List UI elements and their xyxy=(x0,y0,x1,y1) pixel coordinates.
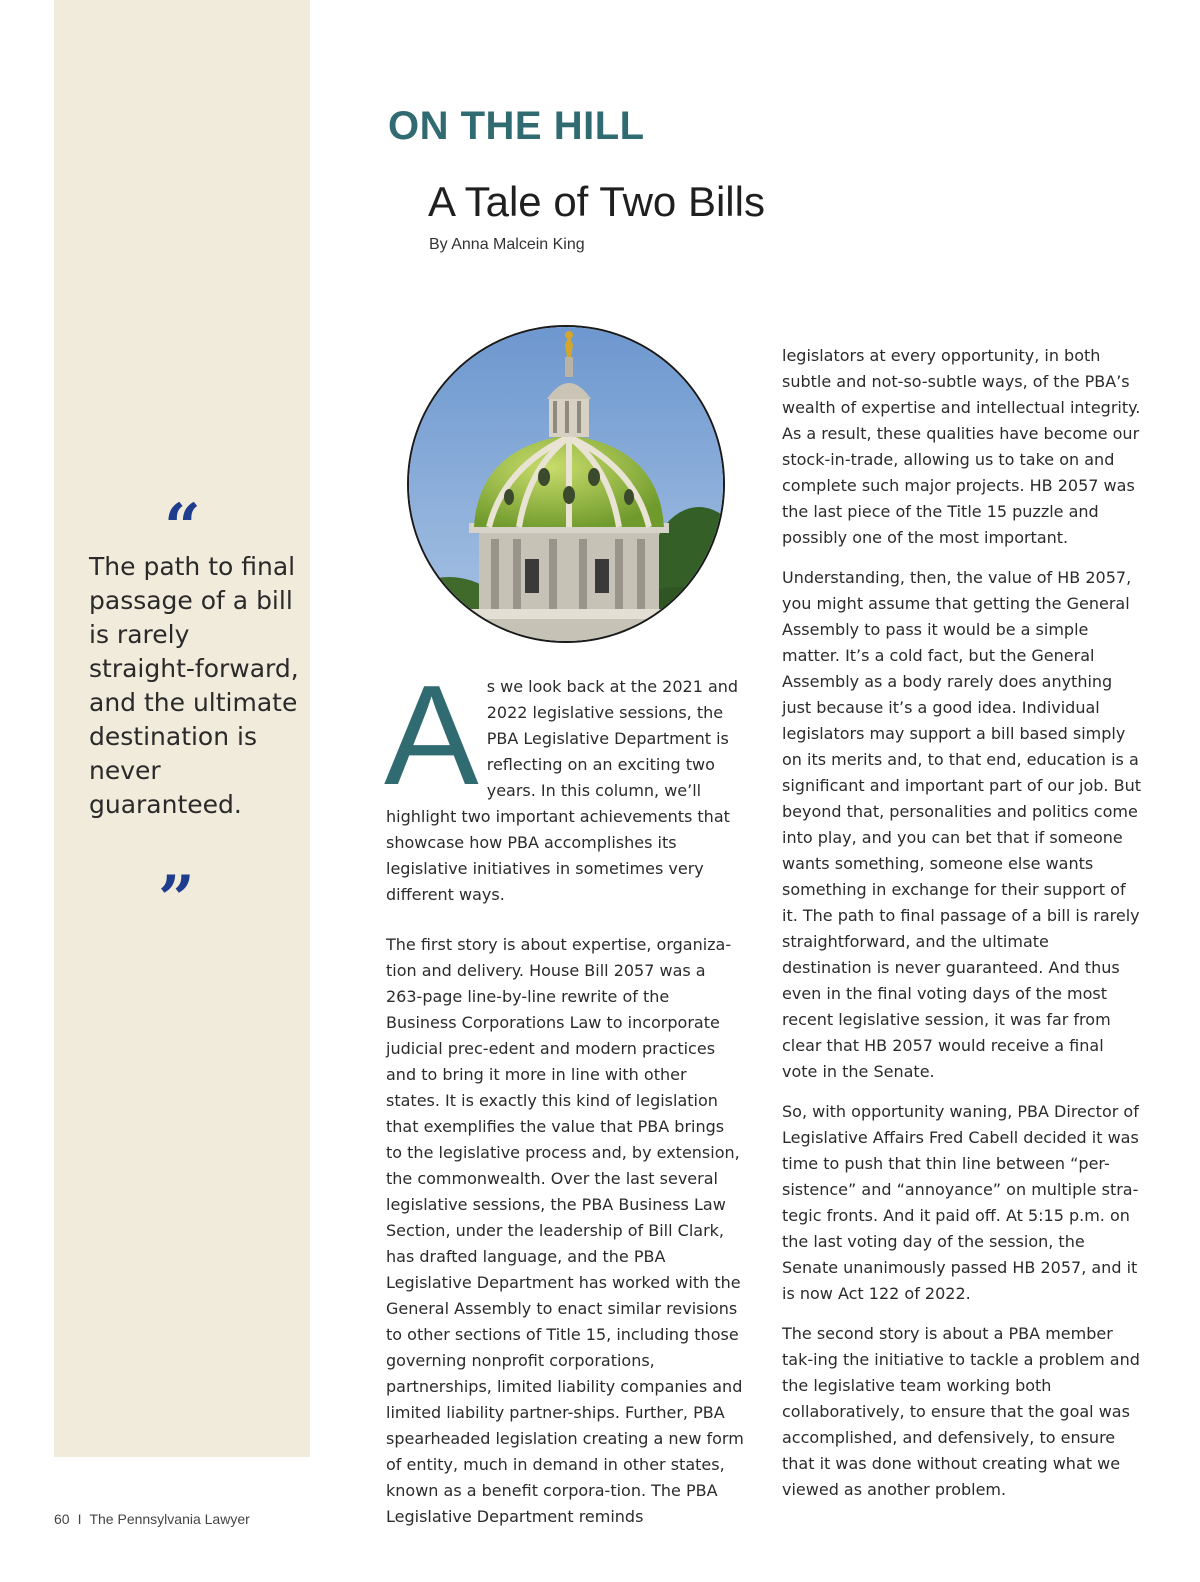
publication-name: The Pennsylvania Lawyer xyxy=(89,1511,250,1527)
capitol-dome-photo xyxy=(407,325,725,643)
page-number: 60 xyxy=(54,1511,70,1527)
drop-cap: A xyxy=(384,656,479,815)
pull-quote: The path to final passage of a bill is rarely straight-forward, and the ultimate destination is never guaranteed. xyxy=(89,552,299,819)
paragraph-text: s we look back at the 2021 and 2022 legislative sessions, the PBA Legislative Department is reflecting on an exciting two years. In this column, we’ll highlight two important achievements that showcase how PBA accomplishes its legislative initiatives in sometimes very different ways. xyxy=(386,677,739,904)
article-title: A Tale of Two Bills xyxy=(428,178,765,225)
article-column-right xyxy=(782,343,1142,1517)
page-footer xyxy=(54,1511,250,1527)
open-quote-mark: “ xyxy=(164,490,201,565)
capitol-dome-illustration xyxy=(409,327,725,643)
sidebar-panel xyxy=(54,0,310,1457)
article-paragraph: So, with opportunity waning, PBA Director of Legislative Affairs Fred Cabell decided it was time to push that thin line between “per-sistence” and “annoyance” on multiple stra-tegic fronts. And it paid off. At 5:15 p.m. on the last voting day of the session, the Senate unanimously passed HB 2057, and it is now Act 122 of 2022. xyxy=(782,1102,1139,1303)
close-quote-mark: ” xyxy=(158,862,195,937)
footer-separator: I xyxy=(77,1511,82,1527)
article-paragraph: legislators at every opportunity, in both subtle and not-so-subtle ways, of the PBA’s wealth of expertise and intellectual integrity. As a result, these qualities have become our stock-in-trade, allowing us to take on and complete such major projects. HB 2057 was the last piece of the Title 15 puzzle and possibly one of the most important. xyxy=(782,346,1141,547)
article-paragraph: The first story is about expertise, organiza-tion and delivery. House Bill 2057 was a 263-page line-by-line rewrite of the Business Corporations Law to incorporate judicial prec-edent and modern practices and to bring it more in line with other states. It is exactly this kind of legislation that exemplifies the value that PBA brings to the legislative process and, by extension, the commonwealth. Over the last several legislative sessions, the PBA Business Law Section, under the leadership of Bill Clark, has drafted language, and the PBA Legislative Department has worked with the General Assembly to enact similar revisions to other sections of Title 15, including those governing nonprofit corporations, partnerships, limited liability companies and limited liability partner-ships. Further, PBA spearheaded legislation creating a new form of entity, much in demand in other states, known as a benefit corpora-tion. The PBA Legislative Department reminds xyxy=(386,935,744,1526)
article-paragraph: The second story is about a PBA member tak-ing the initiative to tackle a problem and the legislative team working both collaboratively, to ensure that the goal was accomplished, and defensively, to ensure that it was done without creating what we viewed as another problem. xyxy=(782,1324,1140,1499)
section-label: ON THE HILL xyxy=(388,104,645,148)
article-paragraph xyxy=(384,656,744,908)
byline: By Anna Malcein King xyxy=(429,236,585,253)
article-column-left xyxy=(384,656,744,1530)
article-paragraph: Understanding, then, the value of HB 2057, you might assume that getting the General Assembly to pass it would be a simple matter. It’s a cold fact, but the General Assembly as a body rarely does anything just because it’s a good idea. Individual legislators may support a bill based simply on its merits and, to that end, education is a significant and important part of our job. But beyond that, personalities and politics come into play, and you can bet that if someone wants something, someone else wants something in exchange for their support of it. The path to final passage of a bill is rarely straightforward, and the ultimate destination is never guaranteed. And thus even in the final voting days of the most recent legislative session, it was far from clear that HB 2057 would receive a final vote in the Senate. xyxy=(782,568,1141,1081)
